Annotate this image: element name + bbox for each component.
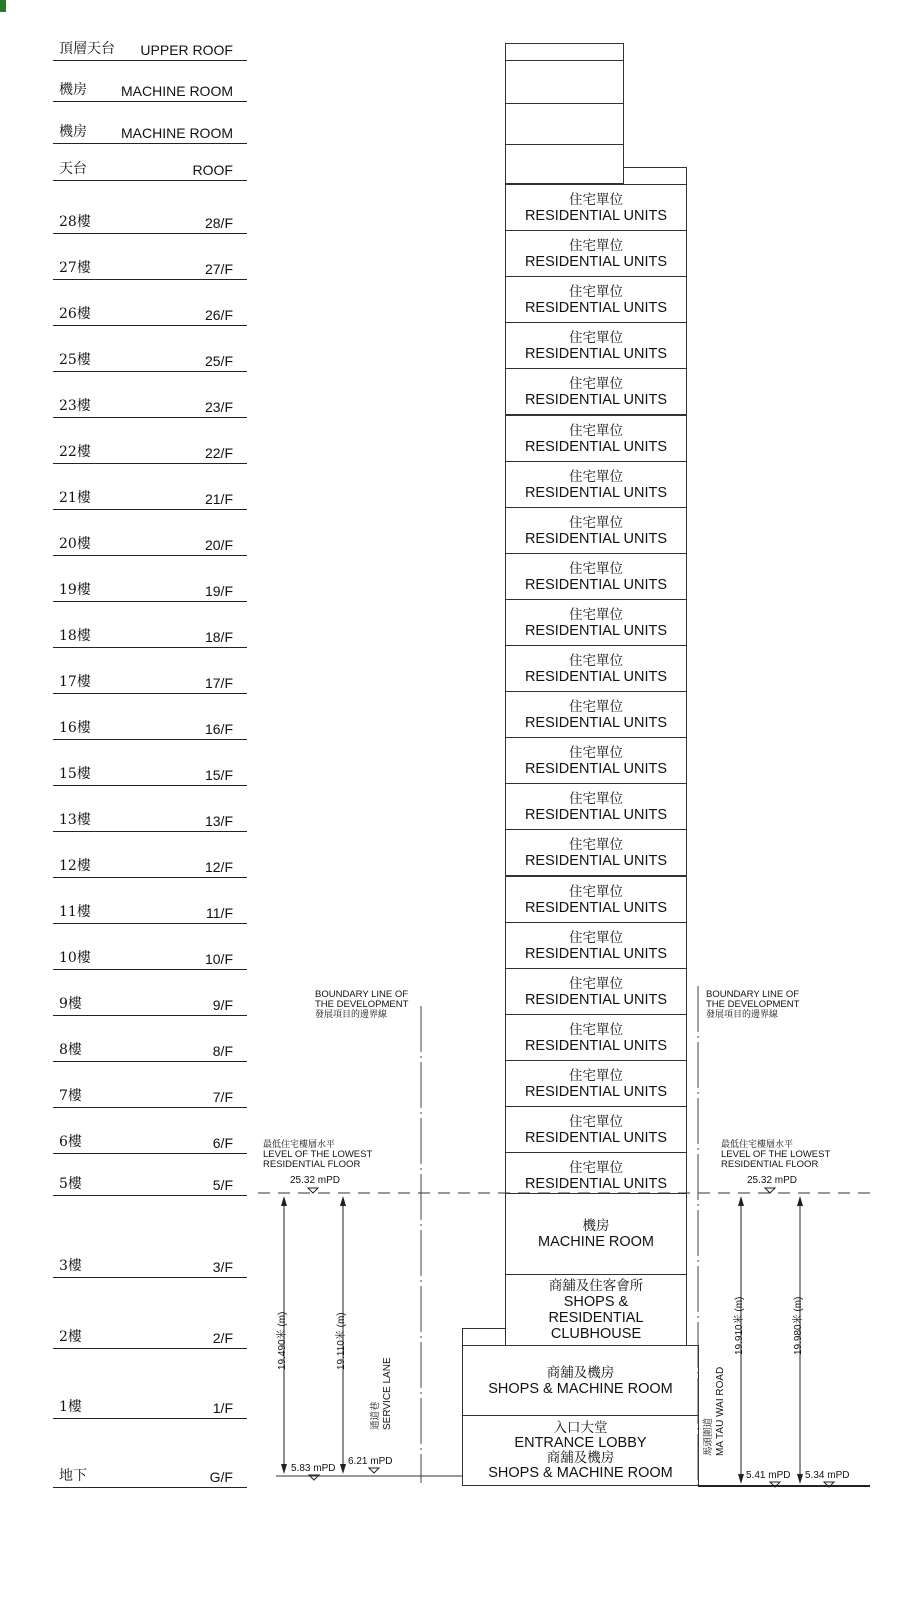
right-base-level-2: 5.34 mPD: [805, 1470, 850, 1481]
residential-unit-box: [505, 276, 687, 323]
residential-unit-en: RESIDENTIAL UNITS: [524, 714, 668, 731]
floor-label-en: 20/F: [204, 537, 233, 553]
right-dim-arrow-2-top: [797, 1196, 803, 1206]
floor-row: [53, 483, 247, 510]
residential-unit-cn: 住宅單位: [569, 790, 623, 807]
shops-clubhouse-en1: SHOPS &: [563, 1294, 629, 1310]
floor-row: [53, 1035, 247, 1062]
residential-unit-en: RESIDENTIAL UNITS: [524, 1083, 668, 1100]
machine-room-en: MACHINE ROOM: [538, 1234, 654, 1250]
left-dim-arrow-2-bottom: [340, 1464, 346, 1474]
roof-machine-room-box-3: [505, 144, 624, 184]
residential-unit-cn: 住宅單位: [569, 929, 623, 946]
floor-label-en: 22/F: [204, 445, 233, 461]
service-lane-cn: 通道巷: [370, 1401, 381, 1430]
floor-label-cn: 18樓: [59, 628, 91, 644]
residential-unit-box: [505, 691, 687, 738]
residential-unit-box: [505, 507, 687, 554]
floor-label-cn: 8樓: [59, 1042, 82, 1058]
residential-unit-box: [505, 829, 687, 876]
right-dim-label-1-text: 19.910米 (m): [734, 1296, 745, 1355]
residential-unit-en: RESIDENTIAL UNITS: [524, 899, 668, 916]
boundary-note-left-en2: THE DEVELOPMENT: [315, 999, 409, 1010]
road-cn: 馬頭圍道: [703, 1417, 714, 1456]
service-lane-label: [370, 1357, 394, 1430]
residential-unit-cn: 住宅單位: [569, 329, 623, 346]
right-dim-arrow-1-top: [738, 1196, 744, 1206]
left-dim-label-2-text: 19.110米 (m): [336, 1312, 347, 1370]
floor-label-en: 15/F: [204, 767, 233, 783]
shops-clubhouse-cn: 商舖及住客會所: [548, 1278, 644, 1294]
floor-label-cn: 機房: [59, 124, 87, 140]
floor-row: [53, 1251, 247, 1278]
floor-label-cn: 11樓: [59, 904, 91, 920]
entrance-lobby-gf: [462, 1415, 699, 1486]
left-level-marker: [308, 1188, 318, 1193]
residential-unit-cn: 住宅單位: [569, 652, 623, 669]
lowest-floor-left-en2: RESIDENTIAL FLOOR: [263, 1159, 361, 1170]
residential-unit-box: [505, 461, 687, 508]
residential-unit-en: RESIDENTIAL UNITS: [524, 1037, 668, 1054]
left-dim-label-2: [332, 1312, 347, 1370]
right-dim-arrow-1-bottom: [738, 1474, 744, 1484]
floor-label-en: 16/F: [204, 721, 233, 737]
residential-unit-cn: 住宅單位: [569, 698, 623, 715]
residential-unit-en: RESIDENTIAL UNITS: [524, 299, 668, 316]
residential-unit-cn: 住宅單位: [569, 1021, 623, 1038]
residential-unit-en: RESIDENTIAL UNITS: [524, 530, 668, 547]
floor-label-cn: 17樓: [59, 674, 91, 690]
boundary-note-right-cn: 發展項目的邊界線: [706, 1010, 779, 1020]
residential-unit-en: RESIDENTIAL UNITS: [524, 991, 668, 1008]
floor-label-cn: 2樓: [59, 1329, 82, 1345]
floor-label-en: 1/F: [212, 1400, 233, 1416]
floor-label-en: G/F: [209, 1469, 233, 1485]
residential-unit-box: [505, 230, 687, 277]
right-dim-label-2-text: 19.980米 (m): [793, 1296, 804, 1355]
floor-row: [53, 117, 247, 144]
floor-label-en: 28/F: [204, 215, 233, 231]
boundary-note-left-en1: BOUNDARY LINE OF: [315, 989, 409, 1000]
floor-row: [53, 805, 247, 832]
floor-label-en: 18/F: [204, 629, 233, 645]
machine-room-cn: 機房: [582, 1218, 610, 1234]
floor-label-en: 3/F: [212, 1259, 233, 1275]
machine-room-3f: [505, 1193, 687, 1275]
residential-unit-box: [505, 645, 687, 692]
floor-row: [53, 1392, 247, 1419]
residential-unit-en: RESIDENTIAL UNITS: [524, 945, 668, 962]
residential-unit-box: [505, 1014, 687, 1061]
floor-row: [53, 529, 247, 556]
floor-row: [53, 34, 247, 61]
floor-row: [53, 713, 247, 740]
residential-unit-en: RESIDENTIAL UNITS: [524, 484, 668, 501]
floor-label-cn: 7樓: [59, 1088, 82, 1104]
floor-label-en: MACHINE ROOM: [121, 83, 233, 99]
right-level-marker: [765, 1188, 775, 1193]
floor-label-cn: 26樓: [59, 306, 91, 322]
floor-row: [53, 299, 247, 326]
residential-unit-box: [505, 968, 687, 1015]
lowest-floor-left-cn: 最低住宅樓層水平: [263, 1140, 336, 1150]
floor-label-cn: 3樓: [59, 1258, 82, 1274]
roof-machine-room-box-2: [505, 103, 624, 145]
floor-label-cn: 22樓: [59, 444, 91, 460]
floor-row: [53, 1127, 247, 1154]
residential-unit-box: [505, 184, 687, 231]
floor-label-en: 2/F: [212, 1330, 233, 1346]
residential-unit-box: [505, 1152, 687, 1199]
floor-label-cn: 頂層天台: [59, 41, 115, 57]
residential-unit-en: RESIDENTIAL UNITS: [524, 806, 668, 823]
floor-row: [53, 851, 247, 878]
floor-row: [53, 1081, 247, 1108]
residential-unit-cn: 住宅單位: [569, 975, 623, 992]
floor-label-en: 11/F: [206, 905, 233, 921]
floor-label-cn: 天台: [59, 161, 87, 177]
service-lane-en: SERVICE LANE: [382, 1357, 393, 1430]
floor-label-en: MACHINE ROOM: [121, 125, 233, 141]
floor-label-cn: 地下: [59, 1468, 87, 1484]
right-dim-label-1: [730, 1297, 745, 1355]
residential-unit-en: RESIDENTIAL UNITS: [524, 852, 668, 869]
floor-row: [53, 667, 247, 694]
floor-label-en: 17/F: [204, 675, 233, 691]
residential-unit-cn: 住宅單位: [569, 606, 623, 623]
left-base-marker-1: [309, 1475, 319, 1480]
residential-unit-box: [505, 599, 687, 646]
shops-clubhouse-en2: RESIDENTIAL: [548, 1310, 644, 1326]
floor-label-cn: 15樓: [59, 766, 91, 782]
floor-label-cn: 20樓: [59, 536, 91, 552]
right-dim-arrow-2-bottom: [797, 1474, 803, 1484]
residential-unit-box: [505, 415, 687, 462]
floor-label-en: UPPER ROOF: [140, 42, 233, 58]
lowest-floor-note-left: [263, 1140, 372, 1170]
floor-label-cn: 16樓: [59, 720, 91, 736]
left-dim-arrow-2-top: [340, 1196, 346, 1206]
floor-label-en: ROOF: [192, 162, 233, 178]
entrance-lobby-cn: 入口大堂: [553, 1419, 608, 1436]
residential-unit-en: RESIDENTIAL UNITS: [524, 760, 668, 777]
floor-label-cn: 13樓: [59, 812, 91, 828]
floor-label-cn: 機房: [59, 82, 87, 98]
gf-shops-machine-en: SHOPS & MACHINE ROOM: [488, 1464, 673, 1481]
lowest-floor-right-en2: RESIDENTIAL FLOOR: [721, 1159, 819, 1170]
floor-label-en: 27/F: [204, 261, 233, 277]
residential-unit-cn: 住宅單位: [569, 1067, 623, 1084]
floor-label-cn: 28樓: [59, 214, 91, 230]
floor-label-en: 23/F: [204, 399, 233, 415]
floor-label-en: 7/F: [212, 1089, 233, 1105]
upper-roof-box: [505, 43, 624, 61]
floor-row: [53, 253, 247, 280]
floor-label-en: 19/F: [204, 583, 233, 599]
floor-label-en: 26/F: [204, 307, 233, 323]
residential-unit-en: RESIDENTIAL UNITS: [524, 576, 668, 593]
residential-unit-en: RESIDENTIAL UNITS: [524, 391, 668, 408]
lowest-floor-right-cn: 最低住宅樓層水平: [721, 1140, 794, 1150]
residential-unit-box: [505, 322, 687, 369]
floor-row: [53, 759, 247, 786]
left-base-marker-2: [369, 1468, 379, 1473]
residential-unit-cn: 住宅單位: [569, 1159, 623, 1176]
residential-unit-en: RESIDENTIAL UNITS: [524, 1175, 668, 1192]
right-dim-label-2: [789, 1297, 804, 1355]
left-dim-arrow-1-bottom: [281, 1464, 287, 1474]
floor-row: [53, 943, 247, 970]
roof-machine-room-box-1: [505, 60, 624, 104]
floor-label-cn: 5樓: [59, 1176, 82, 1192]
left-dim-label-1: [273, 1312, 288, 1370]
floor-row: [53, 989, 247, 1016]
residential-unit-box: [505, 1106, 687, 1153]
floor-row: [53, 437, 247, 464]
lowest-floor-left-en1: LEVEL OF THE LOWEST: [263, 1149, 373, 1160]
floor-label-cn: 23樓: [59, 398, 91, 414]
shops-clubhouse-2f: [505, 1274, 687, 1346]
floor-label-cn: 21樓: [59, 490, 91, 506]
road-en: MA TAU WAI ROAD: [715, 1366, 726, 1456]
residential-unit-en: RESIDENTIAL UNITS: [524, 253, 668, 270]
floor-row: [53, 391, 247, 418]
residential-unit-cn: 住宅單位: [569, 560, 623, 577]
floor-label-en: 21/F: [204, 491, 233, 507]
floor-row: [53, 575, 247, 602]
floor-row: [53, 1322, 247, 1349]
lowest-floor-left-level: 25.32 mPD: [290, 1175, 341, 1186]
shops-machine-room-1f: [462, 1345, 699, 1416]
residential-unit-en: RESIDENTIAL UNITS: [524, 622, 668, 639]
podium-step-2f: [462, 1328, 506, 1346]
residential-unit-cn: 住宅單位: [569, 191, 623, 208]
residential-unit-cn: 住宅單位: [569, 744, 623, 761]
lowest-floor-right-level: 25.32 mPD: [747, 1175, 798, 1186]
floor-label-cn: 6樓: [59, 1134, 82, 1150]
residential-unit-cn: 住宅單位: [569, 283, 623, 300]
residential-unit-cn: 住宅單位: [569, 514, 623, 531]
floor-label-en: 10/F: [204, 951, 233, 967]
residential-unit-cn: 住宅單位: [569, 375, 623, 392]
boundary-note-right-en1: BOUNDARY LINE OF: [706, 989, 800, 1000]
shops-machine-room-en: SHOPS & MACHINE ROOM: [488, 1380, 673, 1397]
shops-clubhouse-en3: CLUBHOUSE: [550, 1326, 642, 1342]
floor-row: [53, 75, 247, 102]
floor-label-en: 6/F: [212, 1135, 233, 1151]
residential-unit-cn: 住宅單位: [569, 237, 623, 254]
floor-label-en: 9/F: [212, 997, 233, 1013]
floor-row: [53, 207, 247, 234]
right-base-marker-2: [824, 1482, 834, 1487]
gf-shops-machine-cn: 商舖及機房: [546, 1449, 615, 1466]
residential-unit-en: RESIDENTIAL UNITS: [524, 1129, 668, 1146]
floor-label-en: 12/F: [204, 859, 233, 875]
residential-unit-en: RESIDENTIAL UNITS: [524, 345, 668, 362]
floor-row: [53, 621, 247, 648]
residential-unit-box: [505, 922, 687, 969]
lowest-floor-right-en1: LEVEL OF THE LOWEST: [721, 1149, 831, 1160]
residential-unit-cn: 住宅單位: [569, 468, 623, 485]
floor-label-cn: 9樓: [59, 996, 82, 1012]
floor-label-en: 13/F: [204, 813, 233, 829]
residential-unit-box: [505, 553, 687, 600]
floor-label-cn: 25樓: [59, 352, 91, 368]
floor-row: [53, 345, 247, 372]
floor-label-cn: 12樓: [59, 858, 91, 874]
road-label: [703, 1367, 727, 1456]
residential-unit-box: [505, 783, 687, 830]
residential-unit-box: [505, 368, 687, 415]
floor-row: [53, 897, 247, 924]
residential-unit-en: RESIDENTIAL UNITS: [524, 207, 668, 224]
floor-label-cn: 19樓: [59, 582, 91, 598]
floor-row: [53, 154, 247, 181]
floor-label-en: 5/F: [212, 1177, 233, 1193]
left-base-level-2: 6.21 mPD: [348, 1456, 393, 1467]
floor-label-en: 25/F: [204, 353, 233, 369]
right-base-level-1: 5.41 mPD: [746, 1470, 791, 1481]
floor-label-cn: 1樓: [59, 1399, 82, 1415]
floor-label-cn: 27樓: [59, 260, 91, 276]
lowest-floor-note-right: [721, 1140, 830, 1170]
boundary-note-right-en2: THE DEVELOPMENT: [706, 999, 800, 1010]
floor-label-cn: 10樓: [59, 950, 91, 966]
residential-unit-box: [505, 737, 687, 784]
residential-unit-cn: 住宅單位: [569, 836, 623, 853]
left-dim-label-1-text: 19.490米 (m): [277, 1311, 288, 1370]
floor-row: [53, 1169, 247, 1196]
entrance-lobby-en: ENTRANCE LOBBY: [514, 1434, 647, 1451]
boundary-note-left: [315, 990, 408, 1020]
boundary-note-left-cn: 發展項目的邊界線: [315, 1010, 388, 1020]
residential-unit-box: [505, 876, 687, 923]
residential-unit-en: RESIDENTIAL UNITS: [524, 438, 668, 455]
left-dim-arrow-1-top: [281, 1196, 287, 1206]
boundary-note-right: [706, 990, 799, 1020]
residential-unit-box: [505, 1060, 687, 1107]
residential-unit-cn: 住宅單位: [569, 883, 623, 900]
corner-mark: [0, 0, 6, 12]
residential-unit-en: RESIDENTIAL UNITS: [524, 668, 668, 685]
residential-unit-cn: 住宅單位: [569, 422, 623, 439]
roof-parapet-box: [623, 167, 687, 185]
floor-label-en: 8/F: [212, 1043, 233, 1059]
residential-unit-cn: 住宅單位: [569, 1113, 623, 1130]
floor-row: [53, 1461, 247, 1488]
left-base-level-1: 5.83 mPD: [291, 1463, 336, 1474]
right-base-marker-1: [770, 1482, 780, 1487]
shops-machine-room-cn: 商舖及機房: [546, 1364, 615, 1381]
